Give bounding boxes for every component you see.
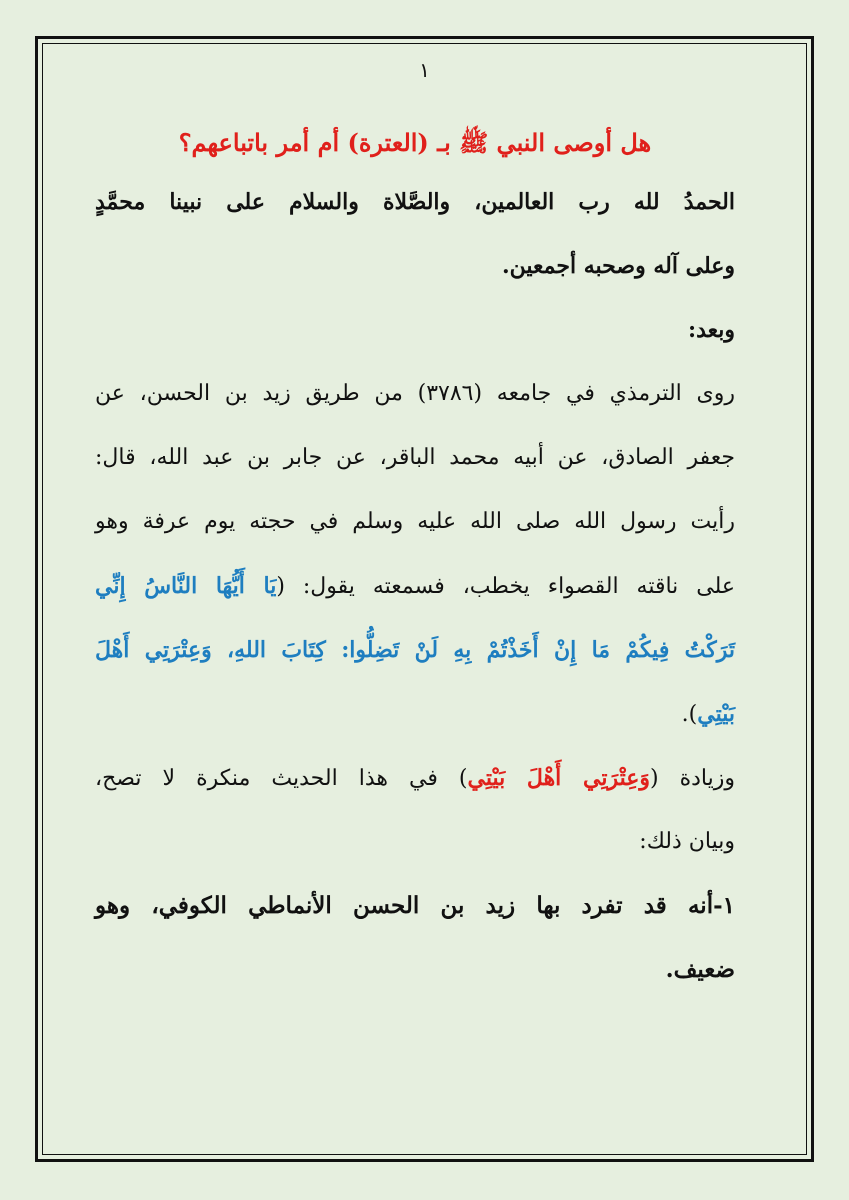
document-body (95, 115, 735, 1002)
paragraph-line: روى الترمذي في جامعه (٣٧٨٦) من طريق زيد بن الحسن، عن (95, 381, 735, 406)
page-number: ١ (419, 58, 430, 82)
paragraph-line (95, 554, 735, 618)
hadith-quote: بَيْتِي (697, 701, 735, 727)
paragraph-line: جعفر الصادق، عن أبيه محمد الباقر، عن جابر بن عبد الله، قال: (95, 445, 735, 470)
paragraph-line: الحمدُ لله رب العالمين، والصَّلاة والسلام على نبينا محمَّدٍ (95, 189, 735, 215)
hadith-quote: تَرَكْتُ فِيكُمْ مَا إِنْ أَخَذْتُمْ بِهِ لَنْ تَضِلُّوا: كِتَابَ اللهِ، وَعِتْرَتِي أَهْلَ (95, 637, 735, 663)
line-text: على ناقته القصواء يخطب، فسمعته يقول: ( (276, 574, 735, 599)
paragraph-line: وبعد: (687, 317, 735, 343)
line-text: وزيادة ( (649, 766, 735, 791)
paragraph-line (95, 682, 735, 746)
paragraph-line: وعلى آله وصحبه أجمعين. (502, 253, 735, 279)
line-text: ). (681, 702, 698, 727)
paragraph-line: ١-أنه قد تفرد بها زيد بن الحسن الأنماطي الكوفي، وهو (95, 892, 735, 919)
line-text: ) في هذا الحديث منكرة لا تصح، (95, 766, 468, 791)
highlighted-addition: وَعِتْرَتِي أَهْلَ بَيْتِي (467, 765, 650, 791)
paragraph-line: وبيان ذلك: (639, 829, 735, 854)
paragraph-line (95, 746, 735, 810)
paragraph-line: ضعيف. (665, 956, 735, 983)
paragraph-line: رأيت رسول الله صلى الله عليه وسلم في حجته يوم عرفة وهو (95, 509, 735, 534)
hadith-quote: يَا أَيُّهَا النَّاسُ إِنِّي (95, 573, 277, 599)
document-title: هل أوصى النبي ﷺ بـ (العترة) أم أمر باتباعهم؟ (178, 128, 652, 157)
paragraph-line (95, 618, 735, 682)
